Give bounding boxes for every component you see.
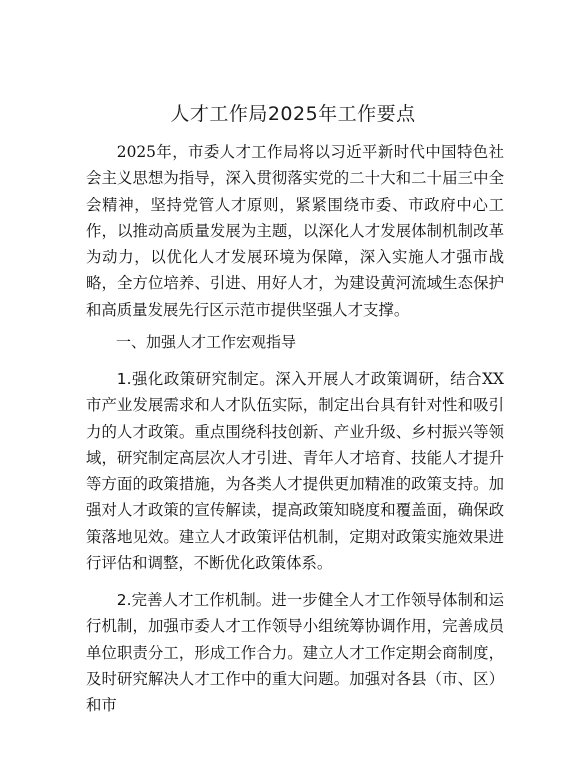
intro-section (86, 139, 504, 323)
item-2-paragraph (86, 587, 504, 718)
intro-paragraph: 2025年，市委人才工作局将以习近平新时代中国特色社会主义思想为指导，深入贯彻落实党的二十大和二十届三中全会精神，坚持党管人才原则，紧紧围绕市委、市政府中心工作，以推动高质量发展为主题，以深化人才发展体制机制改革为动力，以优化人才发展环境为保障，深入实施人才强市战略，全方位培养、引进、用好人才，为建设黄河流域生态保护和高质量发展先行区示范市提供坚强人才支撑。 (86, 143, 504, 319)
item-2-body: 进一步健全人才工作领导体制和运行机制，加强市委人才工作领导小组统筹协调作用，完善成员单位职责分工，形成工作合力。建立人才工作定期会商制度，及时研究解决人才工作中的重大问题。加强对各县（市、区）和市 (86, 591, 504, 715)
item-2 (86, 587, 504, 718)
item-1-paragraph (86, 366, 504, 576)
document-title: 人才工作局2025年工作要点 (170, 103, 416, 125)
section-heading: 一、加强人才工作宏观指导 (116, 333, 297, 351)
item-1-body: 深入开展人才政策调研，结合XX市产业发展需求和人才队伍实际，制定出台具有针对性和吸引力的人才政策。重点围绕科技创新、产业升级、乡村振兴等领域，研究制定高层次人才引进、青年人才培育、技能人才提升等方面的政策措施，为各类人才提供更加精准的政策支持。加强对人才政策的宣传解读，提高政策知晓度和覆盖面，确保政策落地见效。建立人才政策评估机制，定期对政策实施效果进行评估和调整，不断优化政策体系。 (86, 370, 504, 573)
item-2-lead: 2.完善人才工作机制。 (116, 591, 272, 609)
section-1 (86, 329, 504, 355)
item-1-lead: 1.强化政策研究制定。 (116, 370, 276, 388)
item-1 (86, 366, 504, 576)
